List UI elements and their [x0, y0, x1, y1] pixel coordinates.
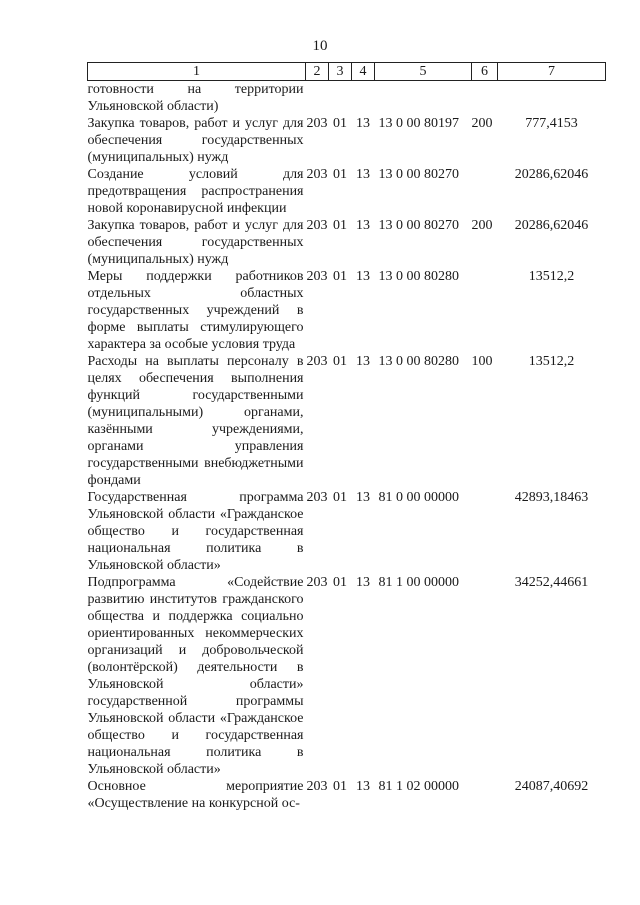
table-row — [88, 115, 606, 166]
table-row — [88, 268, 606, 353]
row-rz-cell: 01 — [333, 490, 347, 505]
row-grbs-cell: 203 — [306, 116, 328, 131]
row-pr-cell: 13 — [356, 354, 370, 369]
row-amount-cell: 20286,62046 — [514, 167, 589, 182]
row-amount-cell: 13512,2 — [528, 354, 575, 369]
table-row — [88, 489, 606, 574]
column-header-3: 3 — [329, 63, 352, 81]
row-name-cell: Основное мероприятие «Осуществление на конкурсной ос- — [87, 779, 304, 811]
table-row — [88, 353, 606, 489]
row-amount-cell: 777,4153 — [525, 116, 578, 131]
table-row — [88, 778, 606, 812]
column-header-4: 4 — [352, 63, 375, 81]
row-grbs-cell: 203 — [306, 779, 328, 794]
row-csr-cell — [375, 81, 472, 116]
table-body — [88, 81, 606, 813]
row-grbs-cell: 203 — [306, 490, 328, 505]
row-rz-cell: 01 — [333, 575, 347, 590]
row-pr-cell: 13 — [356, 779, 370, 794]
row-rz-cell: 01 — [333, 167, 347, 182]
table-row — [88, 217, 606, 268]
row-vr-cell — [472, 574, 498, 778]
row-name-cell: Закупка товаров, работ и услуг для обеспечения государственных (муниципальных) нужд — [87, 218, 304, 267]
column-header-1: 1 — [88, 63, 306, 81]
column-header-7: 7 — [498, 63, 606, 81]
row-rz-cell: 01 — [333, 354, 347, 369]
row-pr-cell: 13 — [356, 490, 370, 505]
row-rz-cell: 01 — [333, 779, 347, 794]
header-row — [88, 63, 606, 81]
row-amount-cell: 24087,40692 — [514, 779, 589, 794]
row-vr-cell — [472, 268, 498, 353]
row-vr-cell: 200 — [471, 116, 493, 131]
row-name-cell: готовности на территории Ульяновской области) — [87, 82, 304, 114]
row-name-cell: Расходы на выплаты персоналу в целях обеспечения выполнения функций государственными (муниципальными) органами, казёнными учреждениями, органами управления государственными внебюджетными фондами — [87, 354, 304, 488]
row-pr-cell — [352, 81, 375, 116]
table-row — [88, 166, 606, 217]
row-vr-cell — [472, 166, 498, 217]
row-grbs-cell — [306, 81, 329, 116]
row-rz-cell: 01 — [333, 269, 347, 284]
row-amount-cell: 42893,18463 — [514, 490, 589, 505]
row-pr-cell: 13 — [356, 269, 370, 284]
row-csr-cell: 13 0 00 80280 — [378, 354, 459, 369]
row-csr-cell: 13 0 00 80280 — [378, 269, 459, 284]
row-amount-cell: 34252,44661 — [514, 575, 589, 590]
row-csr-cell: 81 1 02 00000 — [378, 779, 459, 794]
row-pr-cell: 13 — [356, 218, 370, 233]
row-csr-cell: 81 1 00 00000 — [378, 575, 459, 590]
row-name-cell: Государственная программа Ульяновской области «Гражданское общество и государственная национальная политика в Ульяновской области» — [87, 490, 304, 573]
row-grbs-cell: 203 — [306, 354, 328, 369]
row-name-cell: Меры поддержки работников отдельных областных государственных учреждений в форме выплаты стимулирующего характера за особые условия труда — [87, 269, 304, 352]
row-csr-cell: 13 0 00 80270 — [378, 218, 459, 233]
row-pr-cell: 13 — [356, 167, 370, 182]
column-header-6: 6 — [472, 63, 498, 81]
budget-table — [87, 62, 606, 812]
row-name-cell: Закупка товаров, работ и услуг для обеспечения государственных (муниципальных) нужд — [87, 116, 304, 165]
row-rz-cell — [329, 81, 352, 116]
row-grbs-cell: 203 — [306, 218, 328, 233]
row-name-cell: Подпрограмма «Содействие развитию институтов гражданского общества и поддержка социально ориентированных некоммерческих организаций и добровольческой (волонтёрской) деятельности в Ульяновской области» государственной программы Ульяновской области «Гражданское общество и государственная национальная политика в Ульяновской области» — [87, 575, 304, 777]
row-vr-cell — [472, 778, 498, 812]
row-vr-cell: 200 — [471, 218, 493, 233]
row-amount-cell: 13512,2 — [528, 269, 575, 284]
row-amount-cell: 20286,62046 — [514, 218, 589, 233]
row-pr-cell: 13 — [356, 116, 370, 131]
row-pr-cell: 13 — [356, 575, 370, 590]
row-csr-cell: 81 0 00 00000 — [378, 490, 459, 505]
row-csr-cell: 13 0 00 80270 — [378, 167, 459, 182]
column-header-2: 2 — [306, 63, 329, 81]
row-csr-cell: 13 0 00 80197 — [378, 116, 459, 131]
row-grbs-cell: 203 — [306, 575, 328, 590]
row-grbs-cell: 203 — [306, 269, 328, 284]
row-amount-cell — [498, 81, 606, 116]
row-vr-cell — [472, 489, 498, 574]
page-number: 10 — [312, 38, 328, 54]
row-grbs-cell: 203 — [306, 167, 328, 182]
column-header-5: 5 — [375, 63, 472, 81]
row-vr-cell: 100 — [471, 354, 493, 369]
table-header — [88, 63, 606, 81]
row-rz-cell: 01 — [333, 116, 347, 131]
row-vr-cell — [472, 81, 498, 116]
table-row — [88, 81, 606, 116]
row-rz-cell: 01 — [333, 218, 347, 233]
row-name-cell: Создание условий для предотвращения распространения новой коронавирусной инфекции — [87, 167, 304, 216]
table-row — [88, 574, 606, 778]
